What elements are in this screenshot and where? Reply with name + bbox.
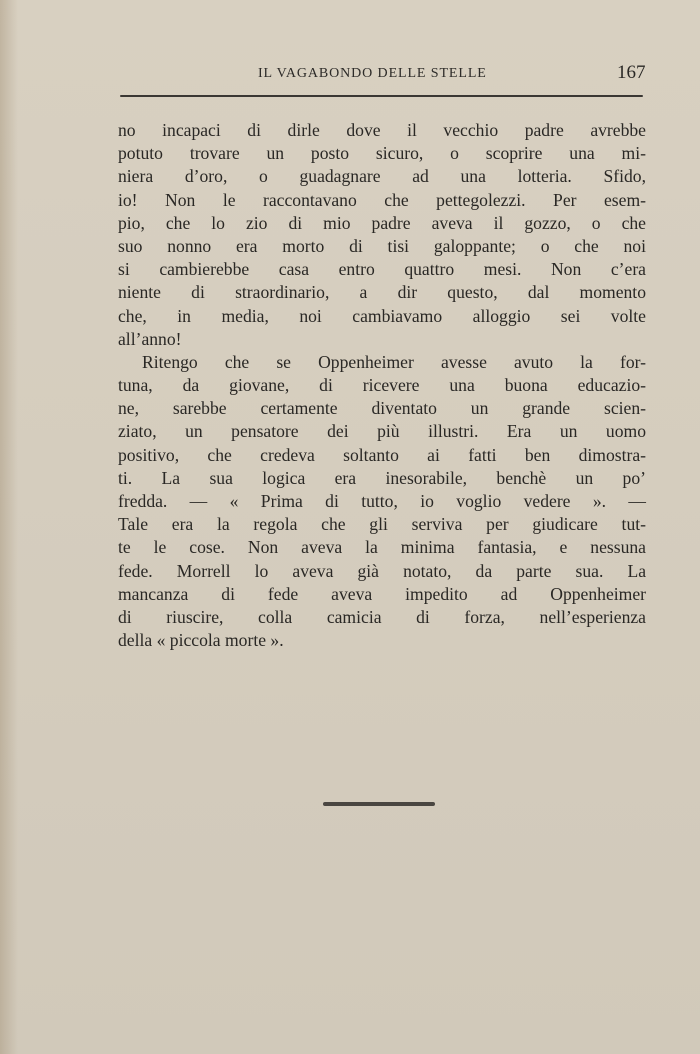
text-line: all’anno!	[118, 328, 182, 349]
text-line: no incapaci di dirle dove il vecchio padre avrebbe	[118, 120, 646, 140]
text-line: ne, sarebbe certamente diventato un grande scien-	[118, 398, 646, 419]
text-line: positivo, che credeva soltanto ai fatti ben dimostra-	[118, 444, 646, 465]
text-line: Tale era la regola che gli serviva per giudicare tut-	[118, 514, 646, 535]
text-line: mancanza di fede aveva impedito ad Oppenheimer	[118, 583, 646, 604]
end-of-chapter-rule	[323, 802, 435, 806]
text-line: Ritengo che se Oppenheimer avesse avuto la for-	[142, 351, 646, 372]
header-rule	[120, 95, 643, 97]
text-line: te le cose. Non aveva la minima fantasia, e nessuna	[118, 537, 646, 558]
text-line: tuna, da giovane, di ricevere una buona educazio-	[118, 375, 646, 396]
text-line: fede. Morrell lo aveva già notato, da parte sua. La	[118, 560, 646, 581]
page-number: 167	[617, 62, 646, 83]
text-line: che, in media, noi cambiavamo alloggio sei volte	[118, 305, 646, 326]
text-line: ziato, un pensatore dei più illustri. Era un uomo	[118, 421, 646, 442]
text-line: ti. La sua logica era inesorabile, benchè un po’	[118, 467, 646, 488]
text-line: pio, che lo zio di mio padre aveva il gozzo, o che	[118, 212, 646, 233]
text-line: della « piccola morte ».	[118, 630, 284, 651]
text-line: potuto trovare un posto sicuro, o scoprire una mi-	[118, 143, 646, 164]
text-line: di riuscire, colla camicia di forza, nell’esperienza	[118, 606, 646, 627]
body-text	[118, 119, 646, 652]
text-line: fredda. — « Prima di tutto, io voglio vedere ». —	[118, 491, 646, 511]
running-title: IL VAGABONDO DELLE STELLE	[258, 66, 487, 81]
text-line: niente di straordinario, a dir questo, dal momento	[118, 282, 646, 303]
text-line: suo nonno era morto di tisi galoppante; o che noi	[118, 235, 646, 256]
text-line: si cambierebbe casa entro quattro mesi. Non c’era	[118, 259, 646, 280]
text-line: niera d’oro, o guadagnare ad una lotteria. Sfido,	[118, 166, 646, 187]
text-line: io! Non le raccontavano che pettegolezzi. Per esem-	[118, 189, 646, 210]
